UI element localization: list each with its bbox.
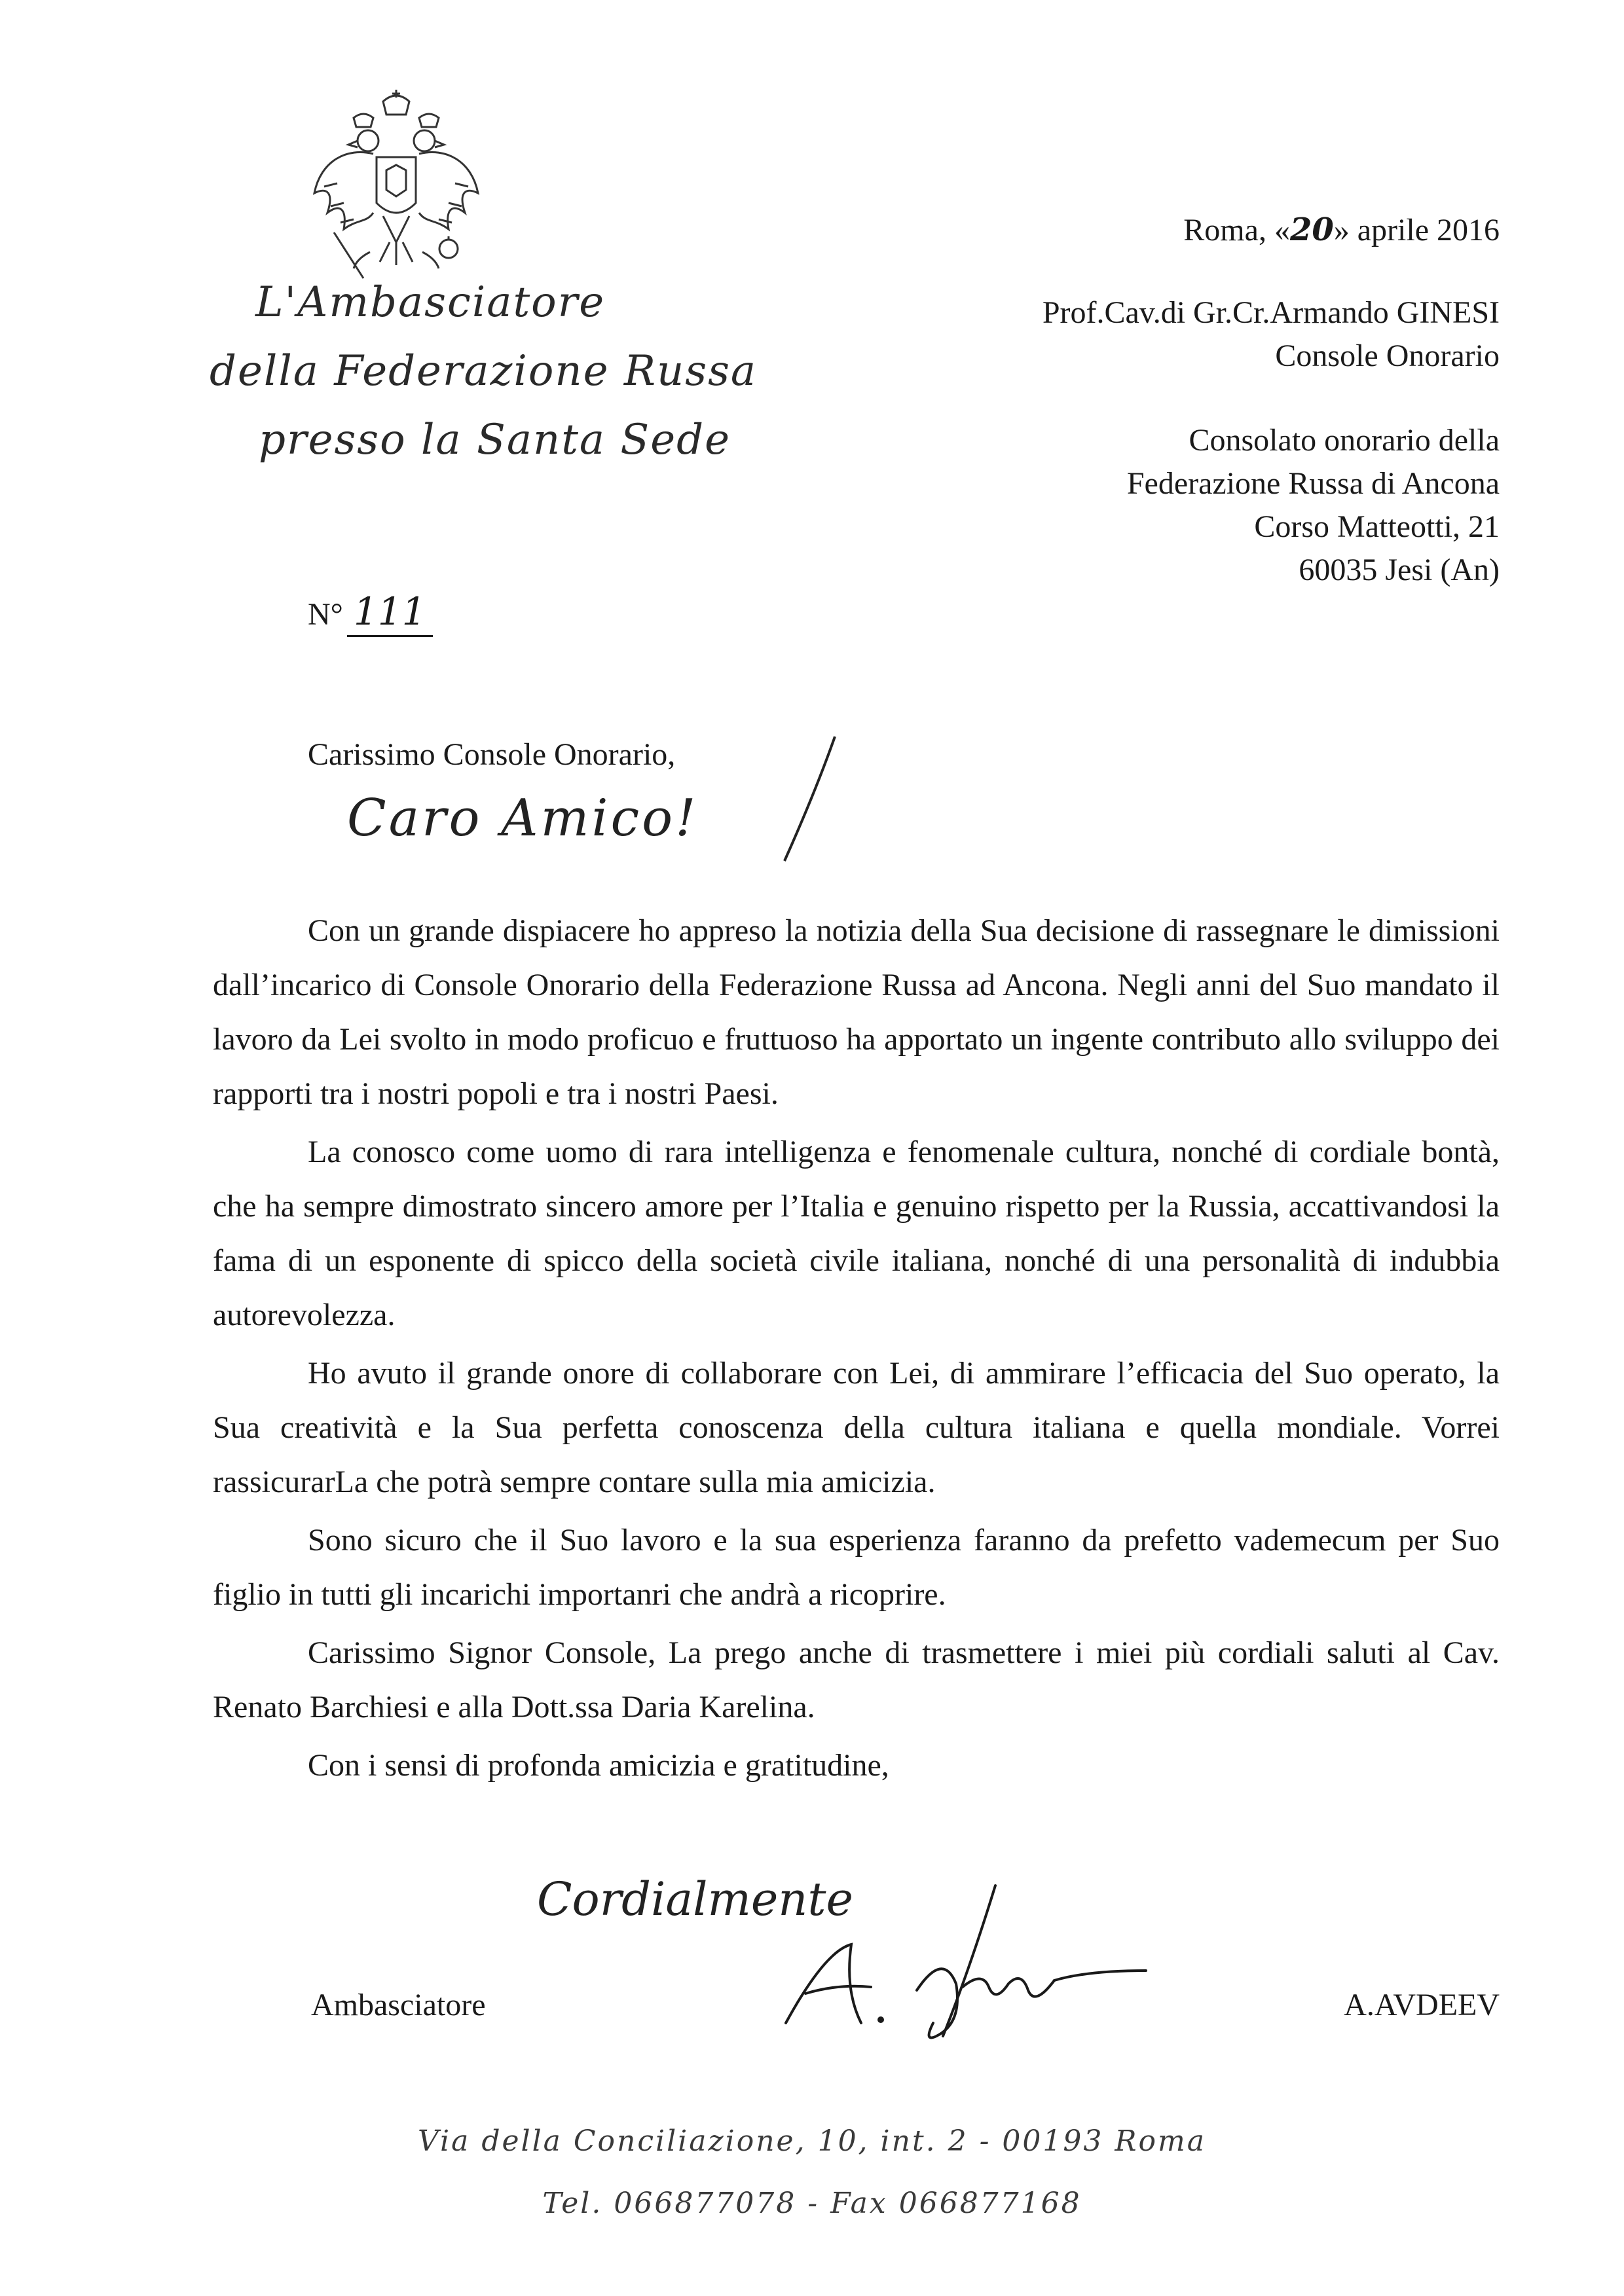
closing-handwritten: Cordialmente bbox=[537, 1872, 853, 1926]
letterhead-line-holy-see: presso la Santa Sede bbox=[259, 416, 731, 464]
date-day: 20 bbox=[1289, 211, 1334, 248]
date-suffix: » aprile 2016 bbox=[1333, 213, 1500, 247]
protocol-label: N° bbox=[308, 597, 343, 632]
salutation-handwritten: Caro Amico! bbox=[347, 789, 699, 848]
footer-contacts: Tel. 066877078 - Fax 066877168 bbox=[542, 2187, 1082, 2220]
letterhead-line-federation: della Federazione Russa bbox=[210, 347, 758, 395]
address-line: Federazione Russa di Ancona bbox=[1126, 466, 1500, 501]
recipient-address bbox=[1127, 419, 1500, 592]
body-paragraph: La conosco come uomo di rara intelligenza e fenomenale cultura, nonché di cordiale bontà, che ha sempre dimostrato sincero amore per l’Italia e genuino rispetto per la Russia, accattivandosi la fama di un esponente di spicco della società civile italiana, nonché di una personalità di indubbia autorevolezza. bbox=[213, 1135, 1500, 1332]
body-paragraph: Ho avuto il grande onore di collaborare con Lei, di ammirare l’efficacia del Suo operato, la Sua creatività e la Sua perfetta conoscenza della cultura italiana e quella mondiale. Vorrei rassicurarLa che potrà sempre contare sulla mia amicizia. bbox=[213, 1356, 1500, 1499]
footer-address: Via della Conciliazione, 10, int. 2 - 00193 Roma bbox=[418, 2124, 1206, 2158]
address-line: Consolato onorario della bbox=[1189, 423, 1500, 458]
protocol-value: 111 bbox=[347, 589, 433, 637]
recipient-name: Prof.Cav.di Gr.Cr.Armando GINESI bbox=[1042, 295, 1500, 330]
handwritten-slash-mark bbox=[779, 733, 838, 864]
double-headed-eagle-icon bbox=[308, 88, 485, 285]
signatory-name: A.AVDEEV bbox=[1344, 1988, 1500, 2022]
recipient-block bbox=[1043, 291, 1500, 378]
date-prefix: Roma, « bbox=[1183, 213, 1290, 247]
body-paragraph: Sono sicuro che il Suo lavoro e la sua esperienza faranno da prefetto vademecum per Suo figlio in tutti gli incarichi importanri che andrà a ricoprire. bbox=[213, 1523, 1500, 1612]
letter-date bbox=[1183, 208, 1500, 252]
body-paragraph: Con un grande dispiacere ho appreso la notizia della Sua decisione di rassegnare le dimissioni dall’incarico di Console Onorario della Federazione Russa ad Ancona. Negli anni del Suo mandato il lavoro da Lei svolto in modo proficuo e fruttuoso ha apportato un ingente contributo allo sviluppo dei rapporti tra i nostri popoli e tra i nostri Paesi. bbox=[213, 913, 1500, 1111]
address-line: 60035 Jesi (An) bbox=[1299, 553, 1500, 587]
recipient-role: Console Onorario bbox=[1275, 338, 1500, 373]
protocol-number bbox=[308, 589, 433, 634]
body-paragraph: Carissimo Signor Console, La prego anche di trasmettere i miei più cordiali saluti al Cav. Renato Barchiesi e alla Dott.ssa Daria Karelina. bbox=[213, 1635, 1500, 1724]
signature-icon bbox=[747, 1872, 1166, 2069]
body-paragraph: Con i sensi di profonda amicizia e gratitudine, bbox=[308, 1748, 889, 1783]
salutation-typed: Carissimo Console Onorario, bbox=[308, 737, 676, 772]
signatory-title: Ambasciatore bbox=[311, 1988, 486, 2022]
address-line: Corso Matteotti, 21 bbox=[1254, 509, 1500, 544]
letterhead-line-ambassador: L'Ambasciatore bbox=[255, 278, 606, 327]
letter-body bbox=[213, 903, 1500, 1796]
